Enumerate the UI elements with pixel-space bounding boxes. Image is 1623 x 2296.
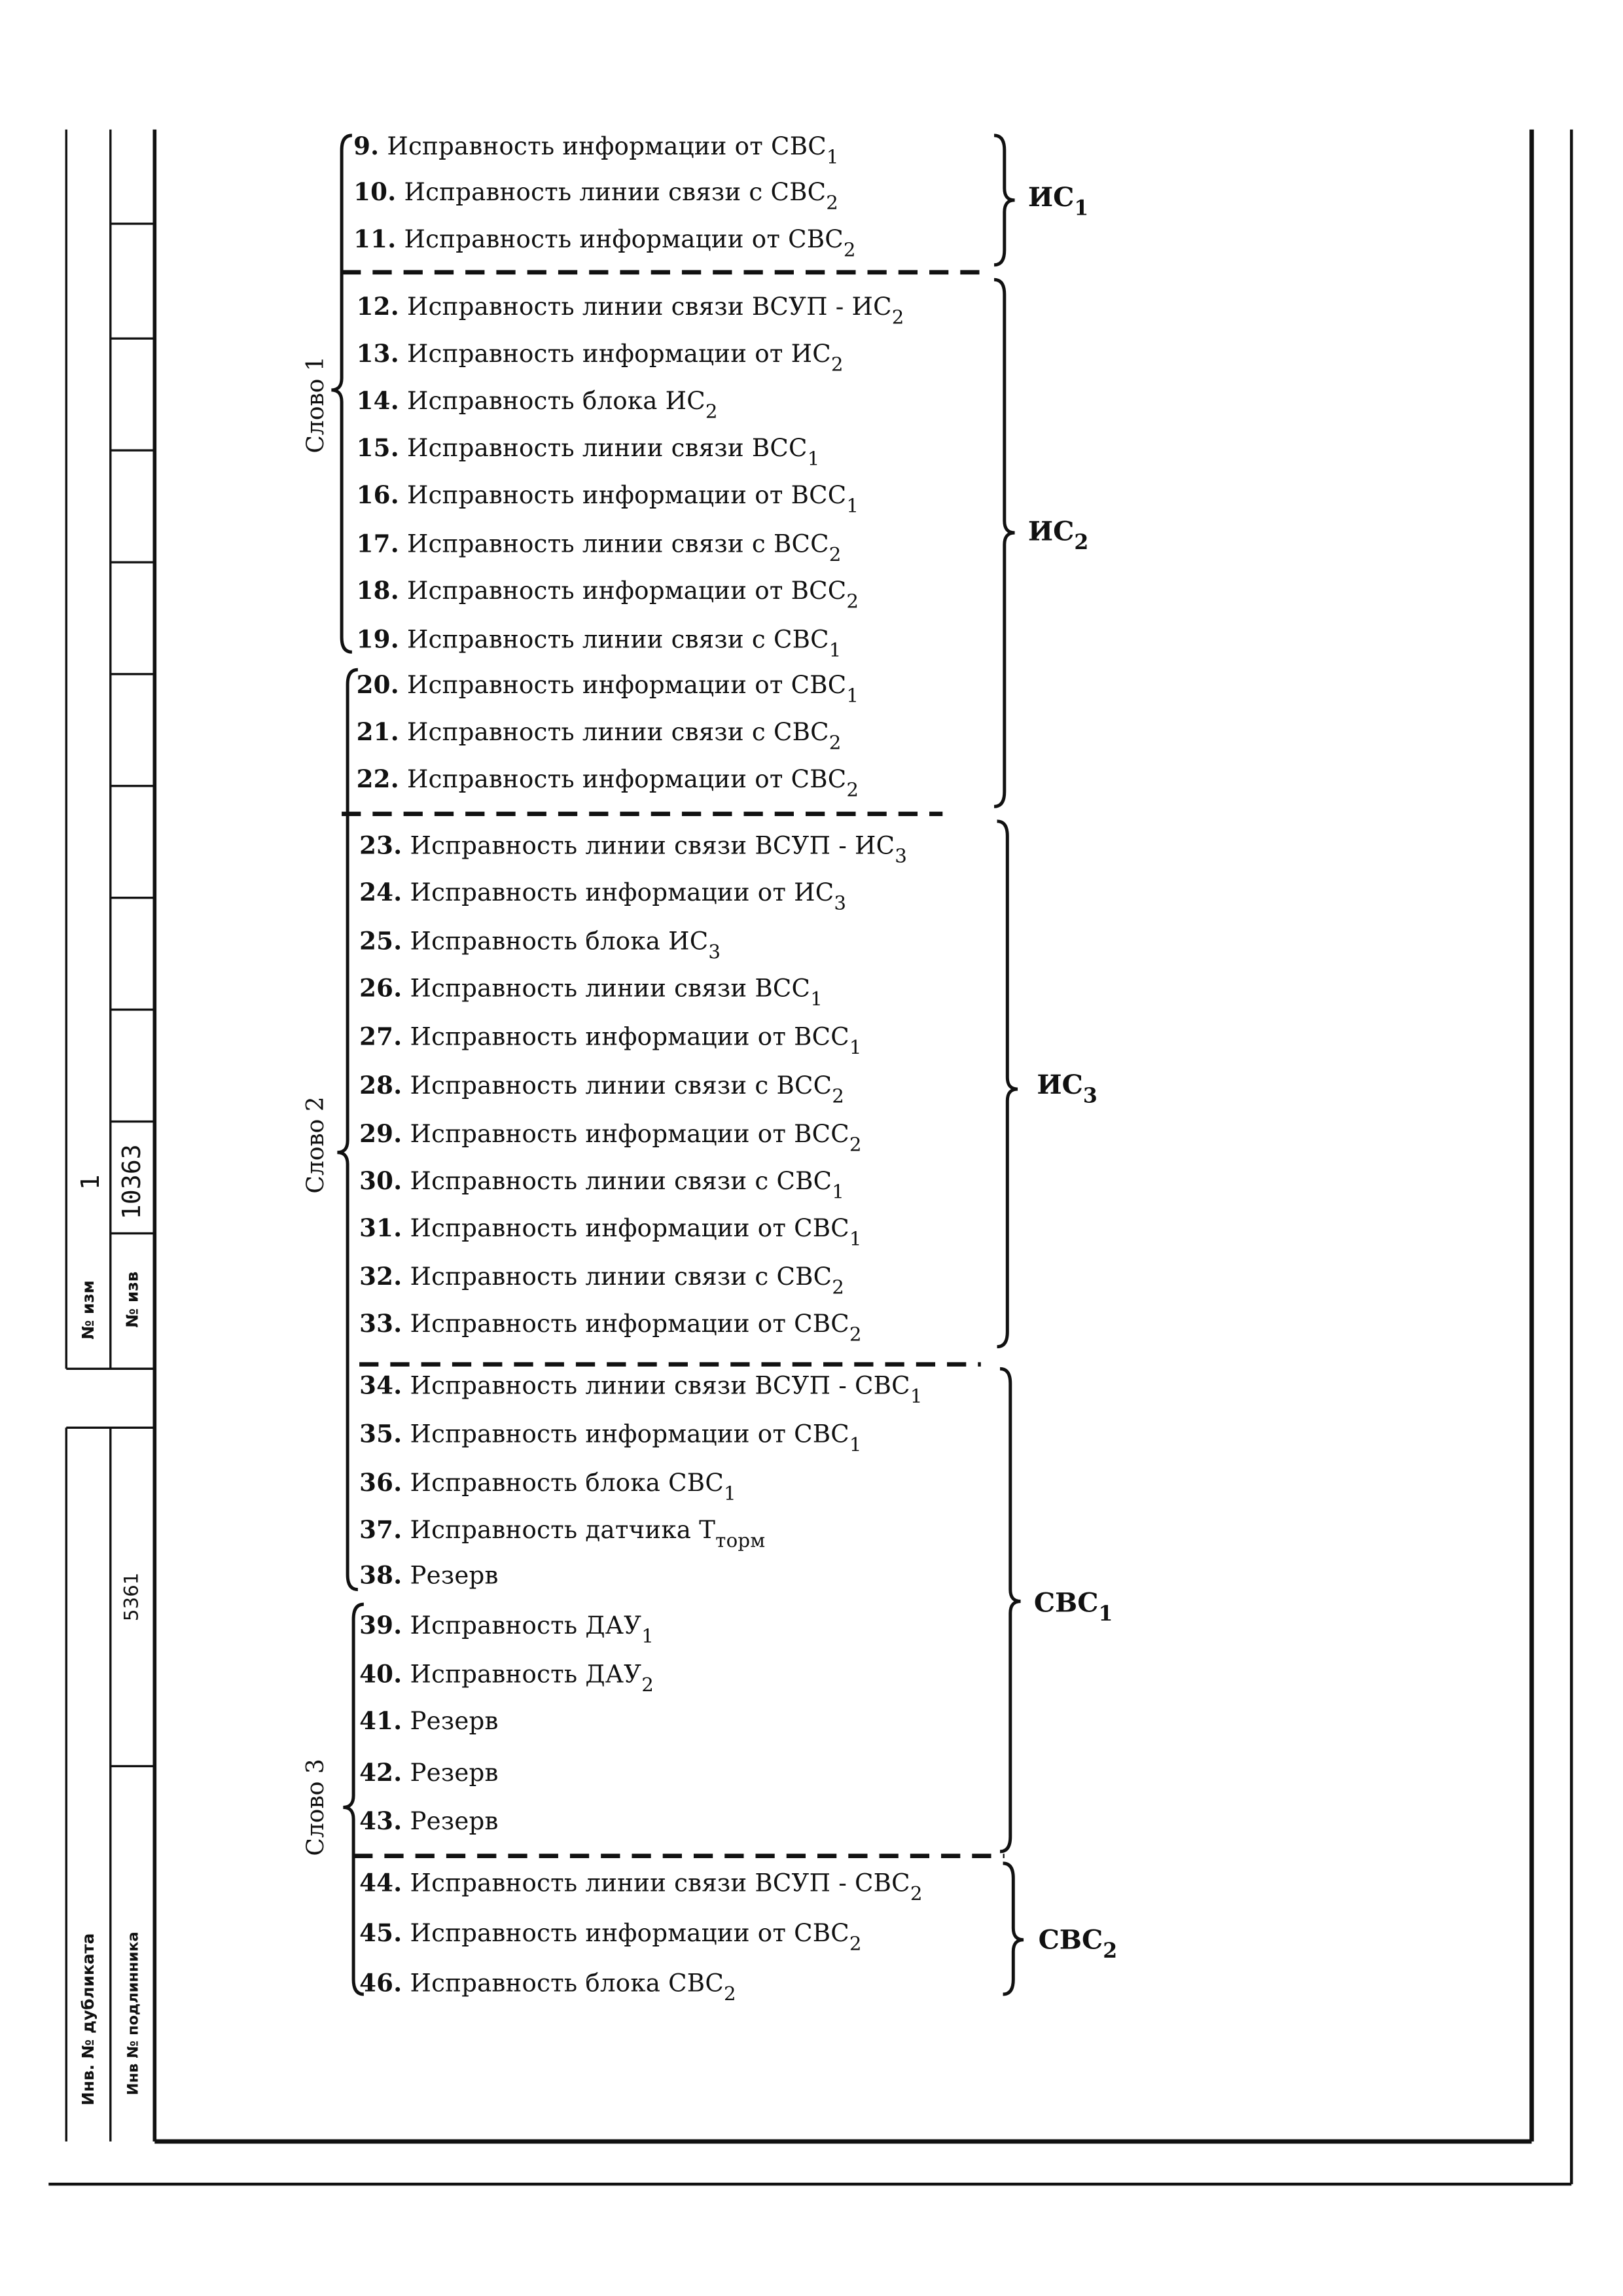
item-number: 35. bbox=[359, 1420, 402, 1448]
word-2-label: Слово 2 bbox=[301, 1096, 329, 1194]
item-text: Исправность блока СВС bbox=[410, 1969, 724, 1998]
item-subscript: 2 bbox=[641, 1675, 654, 1697]
item-subscript: 2 bbox=[705, 401, 718, 424]
item-number: 9. bbox=[353, 132, 380, 161]
item-text: Исправность блока ИС bbox=[406, 387, 705, 416]
list-item bbox=[359, 1801, 499, 1842]
item-subscript: 3 bbox=[708, 942, 721, 964]
item-subscript: 2 bbox=[843, 240, 856, 262]
item-number: 38. bbox=[359, 1561, 402, 1590]
list-item bbox=[357, 524, 842, 565]
item-number: 32. bbox=[359, 1263, 402, 1291]
item-number: 36. bbox=[359, 1469, 402, 1497]
list-item bbox=[359, 1463, 736, 1504]
item-number: 17. bbox=[356, 529, 399, 558]
list-item bbox=[359, 872, 846, 914]
list-item bbox=[357, 759, 859, 800]
list-item bbox=[353, 126, 839, 168]
brace-right-is3 bbox=[997, 821, 1018, 1347]
item-number: 15. bbox=[356, 434, 399, 463]
item-subscript: 2 bbox=[829, 732, 842, 755]
list-item bbox=[357, 571, 859, 613]
item-text: Исправность информации от СВС bbox=[410, 1214, 849, 1242]
item-text: Исправность ДАУ bbox=[410, 1611, 642, 1640]
list-item bbox=[359, 1863, 923, 1905]
item-number: 31. bbox=[359, 1214, 402, 1242]
item-text: Исправность линии связи ВСС bbox=[410, 974, 811, 1003]
item-text: Исправность информации от ВСС bbox=[410, 1120, 849, 1148]
item-text: Исправность информации от СВС bbox=[404, 225, 844, 253]
item-number: 30. bbox=[359, 1167, 402, 1195]
list-item bbox=[359, 1414, 862, 1456]
item-text: Резерв bbox=[410, 1759, 499, 1787]
item-subscript: 1 bbox=[910, 1386, 923, 1409]
item-number: 29. bbox=[359, 1120, 402, 1148]
item-subscript: 1 bbox=[829, 640, 842, 662]
item-subscript: 1 bbox=[826, 147, 839, 170]
list-item bbox=[359, 1655, 654, 1696]
brace-right-is2 bbox=[994, 279, 1015, 806]
list-item bbox=[357, 381, 718, 422]
item-text: Исправность линии связи ВСУП - ИС bbox=[410, 831, 895, 860]
item-subscript: 2 bbox=[832, 1277, 845, 1300]
item-text: Исправность линии связи с СВС bbox=[406, 718, 829, 747]
list-item bbox=[357, 428, 820, 469]
item-number: 26. bbox=[359, 974, 402, 1003]
item-subscript: 2 bbox=[849, 1933, 862, 1956]
list-item bbox=[357, 334, 844, 375]
list-item bbox=[359, 969, 823, 1010]
item-text: Исправность информации от СВС bbox=[406, 671, 847, 700]
item-text: Исправность линии связи ВСУП - СВС bbox=[410, 1371, 910, 1400]
list-item bbox=[359, 1017, 862, 1058]
list-item bbox=[359, 1753, 499, 1794]
item-text: Исправность линии связи с СВС bbox=[410, 1263, 832, 1291]
list-item bbox=[359, 826, 907, 867]
item-text: Исправность линии связи с СВС bbox=[404, 178, 827, 206]
item-number: 14. bbox=[356, 387, 399, 416]
item-text: Исправность информации от СВС bbox=[406, 765, 847, 794]
list-item bbox=[359, 1366, 923, 1407]
item-number: 33. bbox=[359, 1310, 402, 1338]
item-number: 37. bbox=[359, 1516, 402, 1544]
item-number: 27. bbox=[359, 1022, 402, 1051]
group-label-svs2: $СВС_2$ bbox=[1038, 1925, 1118, 1964]
item-text: Исправность линии связи с ВСС bbox=[410, 1071, 832, 1100]
item-subscript: 1 bbox=[846, 495, 859, 518]
item-number: 24. bbox=[359, 878, 402, 907]
brace-right-svs1 bbox=[1000, 1369, 1021, 1852]
item-text: Резерв bbox=[410, 1807, 499, 1836]
list-item bbox=[359, 1257, 844, 1298]
item-text: Исправность линии связи ВСУП - ИС bbox=[406, 293, 892, 321]
list-item bbox=[359, 1161, 844, 1202]
duplicate-inventory-label: Инв. № дубликата bbox=[79, 1933, 98, 2106]
list-item bbox=[357, 620, 842, 661]
item-text: Исправность информации от ВСС bbox=[406, 481, 847, 510]
list-item bbox=[359, 1913, 862, 1954]
item-subscript: торм bbox=[715, 1530, 766, 1553]
item-number: 22. bbox=[356, 765, 399, 794]
item-subscript: 2 bbox=[910, 1884, 923, 1907]
list-item bbox=[359, 1208, 862, 1249]
list-item bbox=[359, 1304, 862, 1345]
list-item bbox=[359, 1702, 499, 1743]
item-text: Резерв bbox=[410, 1707, 499, 1736]
word-3-label: Слово 3 bbox=[301, 1759, 329, 1856]
word-1-label: Слово 1 bbox=[301, 356, 329, 454]
item-number: 11. bbox=[353, 225, 397, 253]
item-subscript: 2 bbox=[846, 780, 859, 802]
list-item bbox=[359, 1964, 736, 2005]
item-number: 12. bbox=[356, 293, 399, 321]
item-number: 40. bbox=[359, 1660, 402, 1689]
original-inventory-value: 5361 bbox=[121, 1572, 144, 1622]
item-text: Исправность блока ИС bbox=[410, 927, 709, 956]
list-item bbox=[359, 1605, 654, 1647]
item-text: Исправность информации от ИС bbox=[410, 878, 834, 907]
item-text: Исправность линии связи с СВС bbox=[406, 625, 829, 654]
item-text: Исправность датчика Т bbox=[410, 1516, 716, 1544]
brace-left-word2 bbox=[337, 670, 358, 1589]
item-subscript: 1 bbox=[810, 989, 823, 1011]
item-number: 16. bbox=[356, 481, 399, 510]
item-number: 13. bbox=[356, 340, 399, 368]
list-item bbox=[357, 475, 859, 516]
item-text: Исправность информации от ИС bbox=[406, 340, 831, 368]
item-text: Резерв bbox=[410, 1561, 499, 1590]
item-subscript: 2 bbox=[891, 307, 904, 330]
item-number: 18. bbox=[356, 577, 399, 605]
item-text: Исправность информации от СВС bbox=[410, 1310, 849, 1338]
item-subscript: 3 bbox=[834, 893, 847, 916]
list-item bbox=[359, 1510, 765, 1551]
item-subscript: 1 bbox=[807, 448, 820, 471]
item-number: 44. bbox=[359, 1869, 402, 1897]
item-subscript: 2 bbox=[723, 1984, 736, 2007]
item-subscript: 1 bbox=[849, 1037, 862, 1060]
rev-no-value: 1 bbox=[77, 1174, 107, 1190]
list-item bbox=[359, 1114, 862, 1155]
item-text: Исправность линии связи с СВС bbox=[410, 1167, 832, 1195]
item-subscript: 2 bbox=[846, 591, 859, 614]
list-item bbox=[357, 287, 904, 328]
item-subscript: 1 bbox=[849, 1435, 862, 1458]
brace-right-is1 bbox=[994, 135, 1015, 265]
list-item bbox=[359, 1556, 499, 1597]
item-number: 39. bbox=[359, 1611, 402, 1640]
item-number: 25. bbox=[359, 927, 402, 956]
group-label-is3: $ИС_3$ bbox=[1037, 1069, 1097, 1109]
item-subscript: 1 bbox=[849, 1229, 862, 1251]
item-number: 45. bbox=[359, 1919, 402, 1948]
item-number: 42. bbox=[359, 1759, 402, 1787]
item-text: Исправность линии связи ВСС bbox=[406, 434, 808, 463]
item-text: Исправность линии связи с ВСС bbox=[406, 529, 829, 558]
list-item bbox=[353, 172, 838, 213]
item-number: 28. bbox=[359, 1071, 402, 1100]
item-subscript: 2 bbox=[832, 1086, 845, 1109]
item-text: Исправность информации от ВСС bbox=[406, 577, 847, 605]
item-subscript: 2 bbox=[826, 192, 839, 215]
item-text: Исправность информации от СВС bbox=[387, 132, 827, 161]
list-item bbox=[359, 922, 721, 963]
group-label-is1: $ИС_1$ bbox=[1027, 182, 1089, 221]
item-subscript: 2 bbox=[849, 1134, 862, 1157]
item-text: Исправность блока СВС bbox=[410, 1469, 724, 1497]
item-number: 43. bbox=[359, 1807, 402, 1836]
item-subscript: 2 bbox=[829, 545, 842, 567]
group-label-svs1: $СВС_1$ bbox=[1033, 1588, 1113, 1626]
item-number: 19. bbox=[356, 625, 399, 654]
item-subscript: 2 bbox=[849, 1324, 862, 1347]
item-number: 46. bbox=[359, 1969, 402, 1998]
item-number: 23. bbox=[359, 831, 402, 860]
item-number: 20. bbox=[356, 671, 399, 700]
item-number: 10. bbox=[353, 178, 397, 206]
brace-right-svs2 bbox=[1003, 1863, 1024, 1994]
list-item bbox=[359, 1066, 844, 1107]
item-subscript: 2 bbox=[830, 354, 844, 377]
original-inventory-label: Инв № подлинника bbox=[126, 1931, 143, 2096]
item-number: 41. bbox=[359, 1707, 402, 1736]
item-subscript: 1 bbox=[832, 1181, 845, 1204]
group-label-is2: $ИС_2$ bbox=[1027, 516, 1089, 555]
item-text: Исправность информации от ВСС bbox=[410, 1022, 849, 1051]
item-text: Исправность ДАУ bbox=[410, 1660, 642, 1689]
item-subscript: 1 bbox=[723, 1483, 736, 1506]
item-text: Исправность информации от СВС bbox=[410, 1919, 849, 1948]
notice-no-label: № изв bbox=[122, 1271, 143, 1328]
notice-no-value: 10363 bbox=[118, 1144, 148, 1220]
item-subscript: 1 bbox=[641, 1626, 654, 1649]
item-number: 34. bbox=[359, 1371, 402, 1400]
item-text: Исправность информации от СВС bbox=[410, 1420, 849, 1448]
item-subscript: 1 bbox=[846, 685, 859, 708]
item-text: Исправность линии связи ВСУП - СВС bbox=[410, 1869, 910, 1897]
rev-no-label: № изм bbox=[79, 1280, 98, 1340]
list-item bbox=[353, 219, 856, 260]
item-number: 21. bbox=[356, 718, 399, 747]
list-item bbox=[357, 712, 842, 753]
item-subscript: 3 bbox=[895, 846, 908, 869]
list-item bbox=[357, 665, 859, 706]
brace-left-word1 bbox=[331, 135, 352, 652]
